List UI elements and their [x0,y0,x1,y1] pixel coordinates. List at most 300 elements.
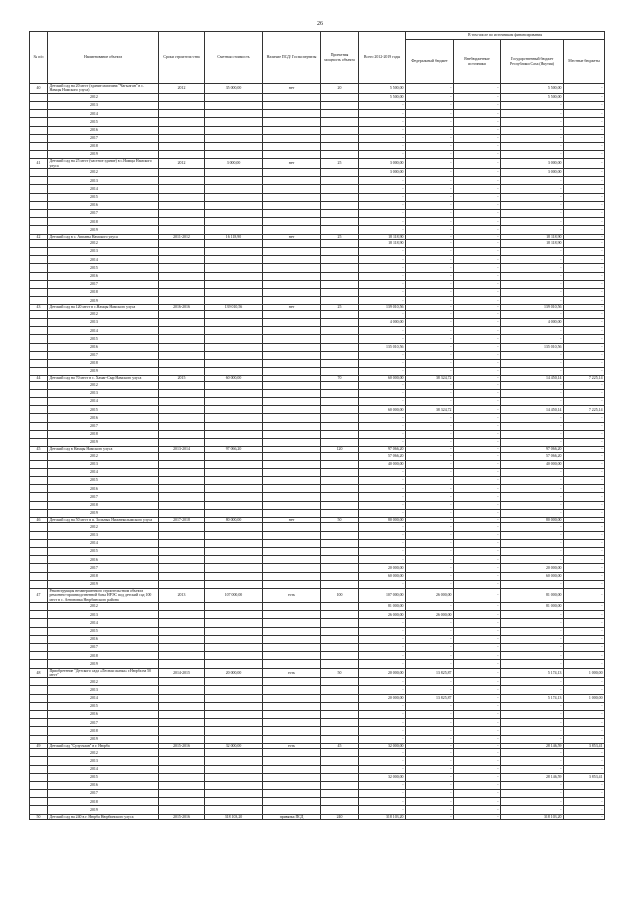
year-federal: - [406,101,454,109]
empty-cell [159,711,205,719]
year-extra: - [454,790,501,798]
federal-amount: 13 825,87 [406,668,454,678]
psd-status: нет [263,305,321,310]
header-no: № п/п [30,32,48,84]
object-number: 41 [30,159,48,169]
extra-budget-amount: - [454,159,501,169]
empty-cell [30,493,48,501]
year-row [30,765,605,773]
empty-cell [30,572,48,580]
year-total: - [359,134,406,142]
empty-cell [263,264,321,272]
year-extra: - [454,93,501,101]
year-republic: 14 450,14 [501,406,564,414]
year-local: - [564,509,605,517]
estimated-cost: 60 000,00 [205,376,263,381]
year-extra: - [454,193,501,201]
year-total: - [359,781,406,789]
year-federal: - [406,806,454,814]
empty-cell [30,209,48,217]
year-federal: - [406,719,454,727]
year-extra: - [454,719,501,727]
year-federal: - [406,493,454,501]
year-label: 2018 [48,727,159,735]
year-federal: - [406,523,454,531]
year-row [30,142,605,150]
empty-cell [321,343,359,351]
year-local: - [564,351,605,359]
empty-cell [159,389,205,397]
header-sources-group: В том числе по источникам финансирования [406,32,605,40]
year-extra: - [454,493,501,501]
empty-cell [321,297,359,305]
design-capacity: 240 [321,814,359,819]
year-label: 2019 [48,151,159,159]
empty-cell [263,643,321,651]
year-label: 2013 [48,248,159,256]
empty-cell [159,430,205,438]
empty-cell [321,539,359,547]
federal-amount: 26 000,00 [406,588,454,602]
year-row [30,368,605,376]
year-label: 2015 [48,773,159,781]
year-extra: - [454,652,501,660]
year-label: 2014 [48,694,159,702]
empty-cell [159,177,205,185]
year-row [30,719,605,727]
year-local: - [564,790,605,798]
year-federal: - [406,169,454,177]
year-total: 26 000,00 [359,611,406,619]
empty-cell [321,678,359,686]
year-federal: - [406,93,454,101]
year-extra: - [454,327,501,335]
year-row [30,635,605,643]
empty-cell [205,485,263,493]
header-local: Местные бюджеты [564,40,605,84]
empty-cell [30,297,48,305]
year-label: 2016 [48,635,159,643]
empty-cell [30,248,48,256]
year-federal: - [406,501,454,509]
total-amount: 60 000,00 [359,376,406,381]
empty-cell [159,765,205,773]
empty-cell [263,531,321,539]
year-total: - [359,539,406,547]
year-label: 2018 [48,798,159,806]
empty-cell [159,134,205,142]
empty-cell [263,735,321,743]
empty-cell [205,381,263,389]
year-row [30,297,605,305]
year-local: - [564,485,605,493]
empty-cell [30,452,48,460]
year-federal: - [406,711,454,719]
empty-cell [321,523,359,531]
year-local: - [564,101,605,109]
year-row [30,151,605,159]
empty-cell [159,694,205,702]
republic-amount: 318 103,20 [501,814,564,819]
estimated-cost: 80 000,00 [205,518,263,523]
estimated-cost: 3 000,00 [205,159,263,169]
extra-budget-amount: - [454,305,501,310]
year-total: - [359,201,406,209]
empty-cell [321,652,359,660]
year-label: 2017 [48,209,159,217]
year-republic: - [501,509,564,517]
empty-cell [205,627,263,635]
year-federal: - [406,727,454,735]
year-extra: - [454,539,501,547]
year-federal: - [406,531,454,539]
year-label: 2016 [48,414,159,422]
year-label: 2013 [48,389,159,397]
year-local: - [564,289,605,297]
empty-cell [263,509,321,517]
design-capacity: 25 [321,159,359,169]
design-capacity: 100 [321,588,359,602]
year-local: - [564,422,605,430]
estimated-cost: 35 000,00 [205,84,263,94]
object-row [30,588,605,602]
estimated-cost: 107 000,00 [205,588,263,602]
year-federal: - [406,289,454,297]
object-name: Детский сад в Намцы Намского улуса [48,447,159,452]
empty-cell [30,727,48,735]
year-republic: - [501,422,564,430]
year-total: - [359,193,406,201]
empty-cell [321,239,359,247]
empty-cell [321,201,359,209]
empty-cell [263,501,321,509]
year-total: - [359,264,406,272]
empty-cell [205,773,263,781]
empty-cell [321,556,359,564]
year-total: - [359,101,406,109]
year-extra: - [454,781,501,789]
empty-cell [30,185,48,193]
empty-cell [159,93,205,101]
total-amount: 20 000,00 [359,668,406,678]
year-row [30,209,605,217]
year-republic: - [501,185,564,193]
year-republic: - [501,635,564,643]
year-extra: - [454,430,501,438]
construction-terms: 2015-2016 [159,743,205,748]
year-total: - [359,310,406,318]
empty-cell [263,406,321,414]
object-row [30,84,605,94]
object-row [30,159,605,169]
empty-cell [205,501,263,509]
year-row [30,335,605,343]
empty-cell [159,580,205,588]
empty-cell [205,619,263,627]
empty-cell [205,735,263,743]
empty-cell [159,678,205,686]
object-name: Реконструкция незавершенного строительством объекта ремонтно-производственной базы НРЭС под детский сад 100 мест в с. Антоновка Нюрбинского района [48,588,159,602]
year-total: 4 000,00 [359,318,406,326]
year-republic: - [501,177,564,185]
empty-cell [159,790,205,798]
year-row [30,110,605,118]
year-label: 2014 [48,327,159,335]
local-amount: 1 000,00 [564,668,605,678]
estimated-cost: 32 000,00 [205,743,263,748]
year-federal: - [406,272,454,280]
year-extra: - [454,239,501,247]
year-label: 2014 [48,468,159,476]
year-local: - [564,368,605,376]
empty-cell [205,406,263,414]
empty-cell [30,142,48,150]
empty-cell [321,702,359,710]
object-name: Детский сад "Сулусчаан" в г. Нюрба [48,743,159,748]
year-republic: - [501,627,564,635]
page-number: 26 [317,21,323,27]
year-federal: - [406,264,454,272]
year-label: 2019 [48,226,159,234]
empty-cell [159,422,205,430]
empty-cell [205,126,263,134]
empty-cell [205,765,263,773]
empty-cell [321,477,359,485]
year-republic: 28 146,59 [501,773,564,781]
empty-cell [205,177,263,185]
empty-cell [30,765,48,773]
year-label: 2017 [48,790,159,798]
extra-budget-amount: - [454,84,501,94]
year-republic: - [501,523,564,531]
empty-cell [321,256,359,264]
object-name: Приобретение "Детского сада «Лесная сказка» г.Нюрба на 50 мест" [48,668,159,678]
year-extra: - [454,556,501,564]
year-total: - [359,368,406,376]
year-total: - [359,643,406,651]
year-republic: - [501,781,564,789]
empty-cell [321,572,359,580]
year-republic: - [501,110,564,118]
empty-cell [321,398,359,406]
year-extra: - [454,406,501,414]
empty-cell [159,452,205,460]
empty-cell [263,327,321,335]
empty-cell [205,430,263,438]
empty-cell [159,226,205,234]
year-label: 2018 [48,430,159,438]
empty-cell [159,660,205,668]
year-extra: - [454,501,501,509]
empty-cell [321,438,359,446]
estimated-cost: 16 118,90 [205,234,263,239]
year-republic: - [501,430,564,438]
year-extra: - [454,272,501,280]
year-total: - [359,110,406,118]
year-label: 2017 [48,643,159,651]
year-label: 2012 [48,523,159,531]
extra-budget-amount: - [454,588,501,602]
year-local: - [564,209,605,217]
year-federal: - [406,627,454,635]
construction-terms: 2015 [159,376,205,381]
year-republic: - [501,539,564,547]
year-total: - [359,177,406,185]
year-label: 2016 [48,556,159,564]
year-row [30,501,605,509]
empty-cell [263,798,321,806]
empty-cell [205,201,263,209]
empty-cell [263,310,321,318]
empty-cell [321,248,359,256]
year-local: - [564,226,605,234]
year-label: 2012 [48,749,159,757]
header-terms: Сроки строитель-ства [159,32,205,84]
empty-cell [159,493,205,501]
empty-cell [159,686,205,694]
empty-cell [321,327,359,335]
empty-cell [159,406,205,414]
year-republic: 20 000,00 [501,564,564,572]
empty-cell [321,389,359,397]
empty-cell [159,501,205,509]
year-federal: - [406,660,454,668]
year-local: - [564,389,605,397]
psd-status: нет [263,159,321,169]
empty-cell [321,627,359,635]
local-amount: - [564,518,605,523]
object-number: 47 [30,588,48,602]
empty-cell [263,368,321,376]
year-label: 2012 [48,310,159,318]
empty-cell [30,564,48,572]
year-row [30,493,605,501]
year-federal: - [406,460,454,468]
year-label: 2013 [48,686,159,694]
year-republic: - [501,151,564,159]
year-row [30,611,605,619]
empty-cell [321,635,359,643]
year-local: - [564,564,605,572]
year-local: - [564,118,605,126]
federal-amount: - [406,84,454,94]
year-extra: - [454,694,501,702]
empty-cell [263,101,321,109]
empty-cell [30,118,48,126]
empty-cell [205,310,263,318]
republic-amount: 139 010,56 [501,305,564,310]
empty-cell [205,686,263,694]
year-extra: - [454,318,501,326]
design-capacity: 45 [321,743,359,748]
empty-cell [30,773,48,781]
empty-cell [159,201,205,209]
year-row [30,193,605,201]
year-extra: - [454,438,501,446]
year-total: - [359,272,406,280]
year-extra: - [454,414,501,422]
year-republic: - [501,468,564,476]
year-extra: - [454,126,501,134]
design-capacity: 70 [321,376,359,381]
year-local: - [564,335,605,343]
year-label: 2019 [48,297,159,305]
year-local: - [564,151,605,159]
empty-cell [263,556,321,564]
empty-cell [205,790,263,798]
year-extra: - [454,806,501,814]
year-row [30,468,605,476]
extra-budget-amount: - [454,743,501,748]
empty-cell [205,218,263,226]
year-row [30,531,605,539]
year-total: - [359,523,406,531]
year-extra: - [454,151,501,159]
year-total: - [359,430,406,438]
object-row [30,814,605,819]
year-local: - [564,248,605,256]
empty-cell [159,256,205,264]
empty-cell [159,523,205,531]
year-label: 2018 [48,142,159,150]
empty-cell [30,790,48,798]
year-total: - [359,798,406,806]
year-federal: - [406,547,454,555]
year-local: - [564,798,605,806]
year-label: 2015 [48,702,159,710]
year-republic: 3 000,00 [501,169,564,177]
year-federal: - [406,280,454,288]
year-label: 2019 [48,735,159,743]
empty-cell [205,611,263,619]
year-extra: - [454,101,501,109]
year-local: - [564,343,605,351]
year-extra: - [454,368,501,376]
empty-cell [30,359,48,367]
total-amount: 107 000,00 [359,588,406,602]
empty-cell [205,289,263,297]
republic-amount: 18 118,90 [501,234,564,239]
year-row [30,643,605,651]
year-total: 60 000,00 [359,572,406,580]
year-extra: - [454,757,501,765]
year-local: - [564,711,605,719]
object-number: 44 [30,376,48,381]
year-republic: - [501,351,564,359]
year-total: 32 000,00 [359,773,406,781]
year-total: - [359,414,406,422]
year-row [30,509,605,517]
empty-cell [263,422,321,430]
empty-cell [159,509,205,517]
psd-status: есть [263,588,321,602]
empty-cell [263,201,321,209]
empty-cell [30,523,48,531]
empty-cell [159,272,205,280]
year-total: - [359,151,406,159]
empty-cell [159,351,205,359]
empty-cell [321,280,359,288]
year-federal: - [406,218,454,226]
federal-amount: - [406,447,454,452]
empty-cell [30,201,48,209]
year-republic: - [501,289,564,297]
empty-cell [263,523,321,531]
year-local: - [564,531,605,539]
empty-cell [263,790,321,798]
empty-cell [205,509,263,517]
year-total: - [359,806,406,814]
